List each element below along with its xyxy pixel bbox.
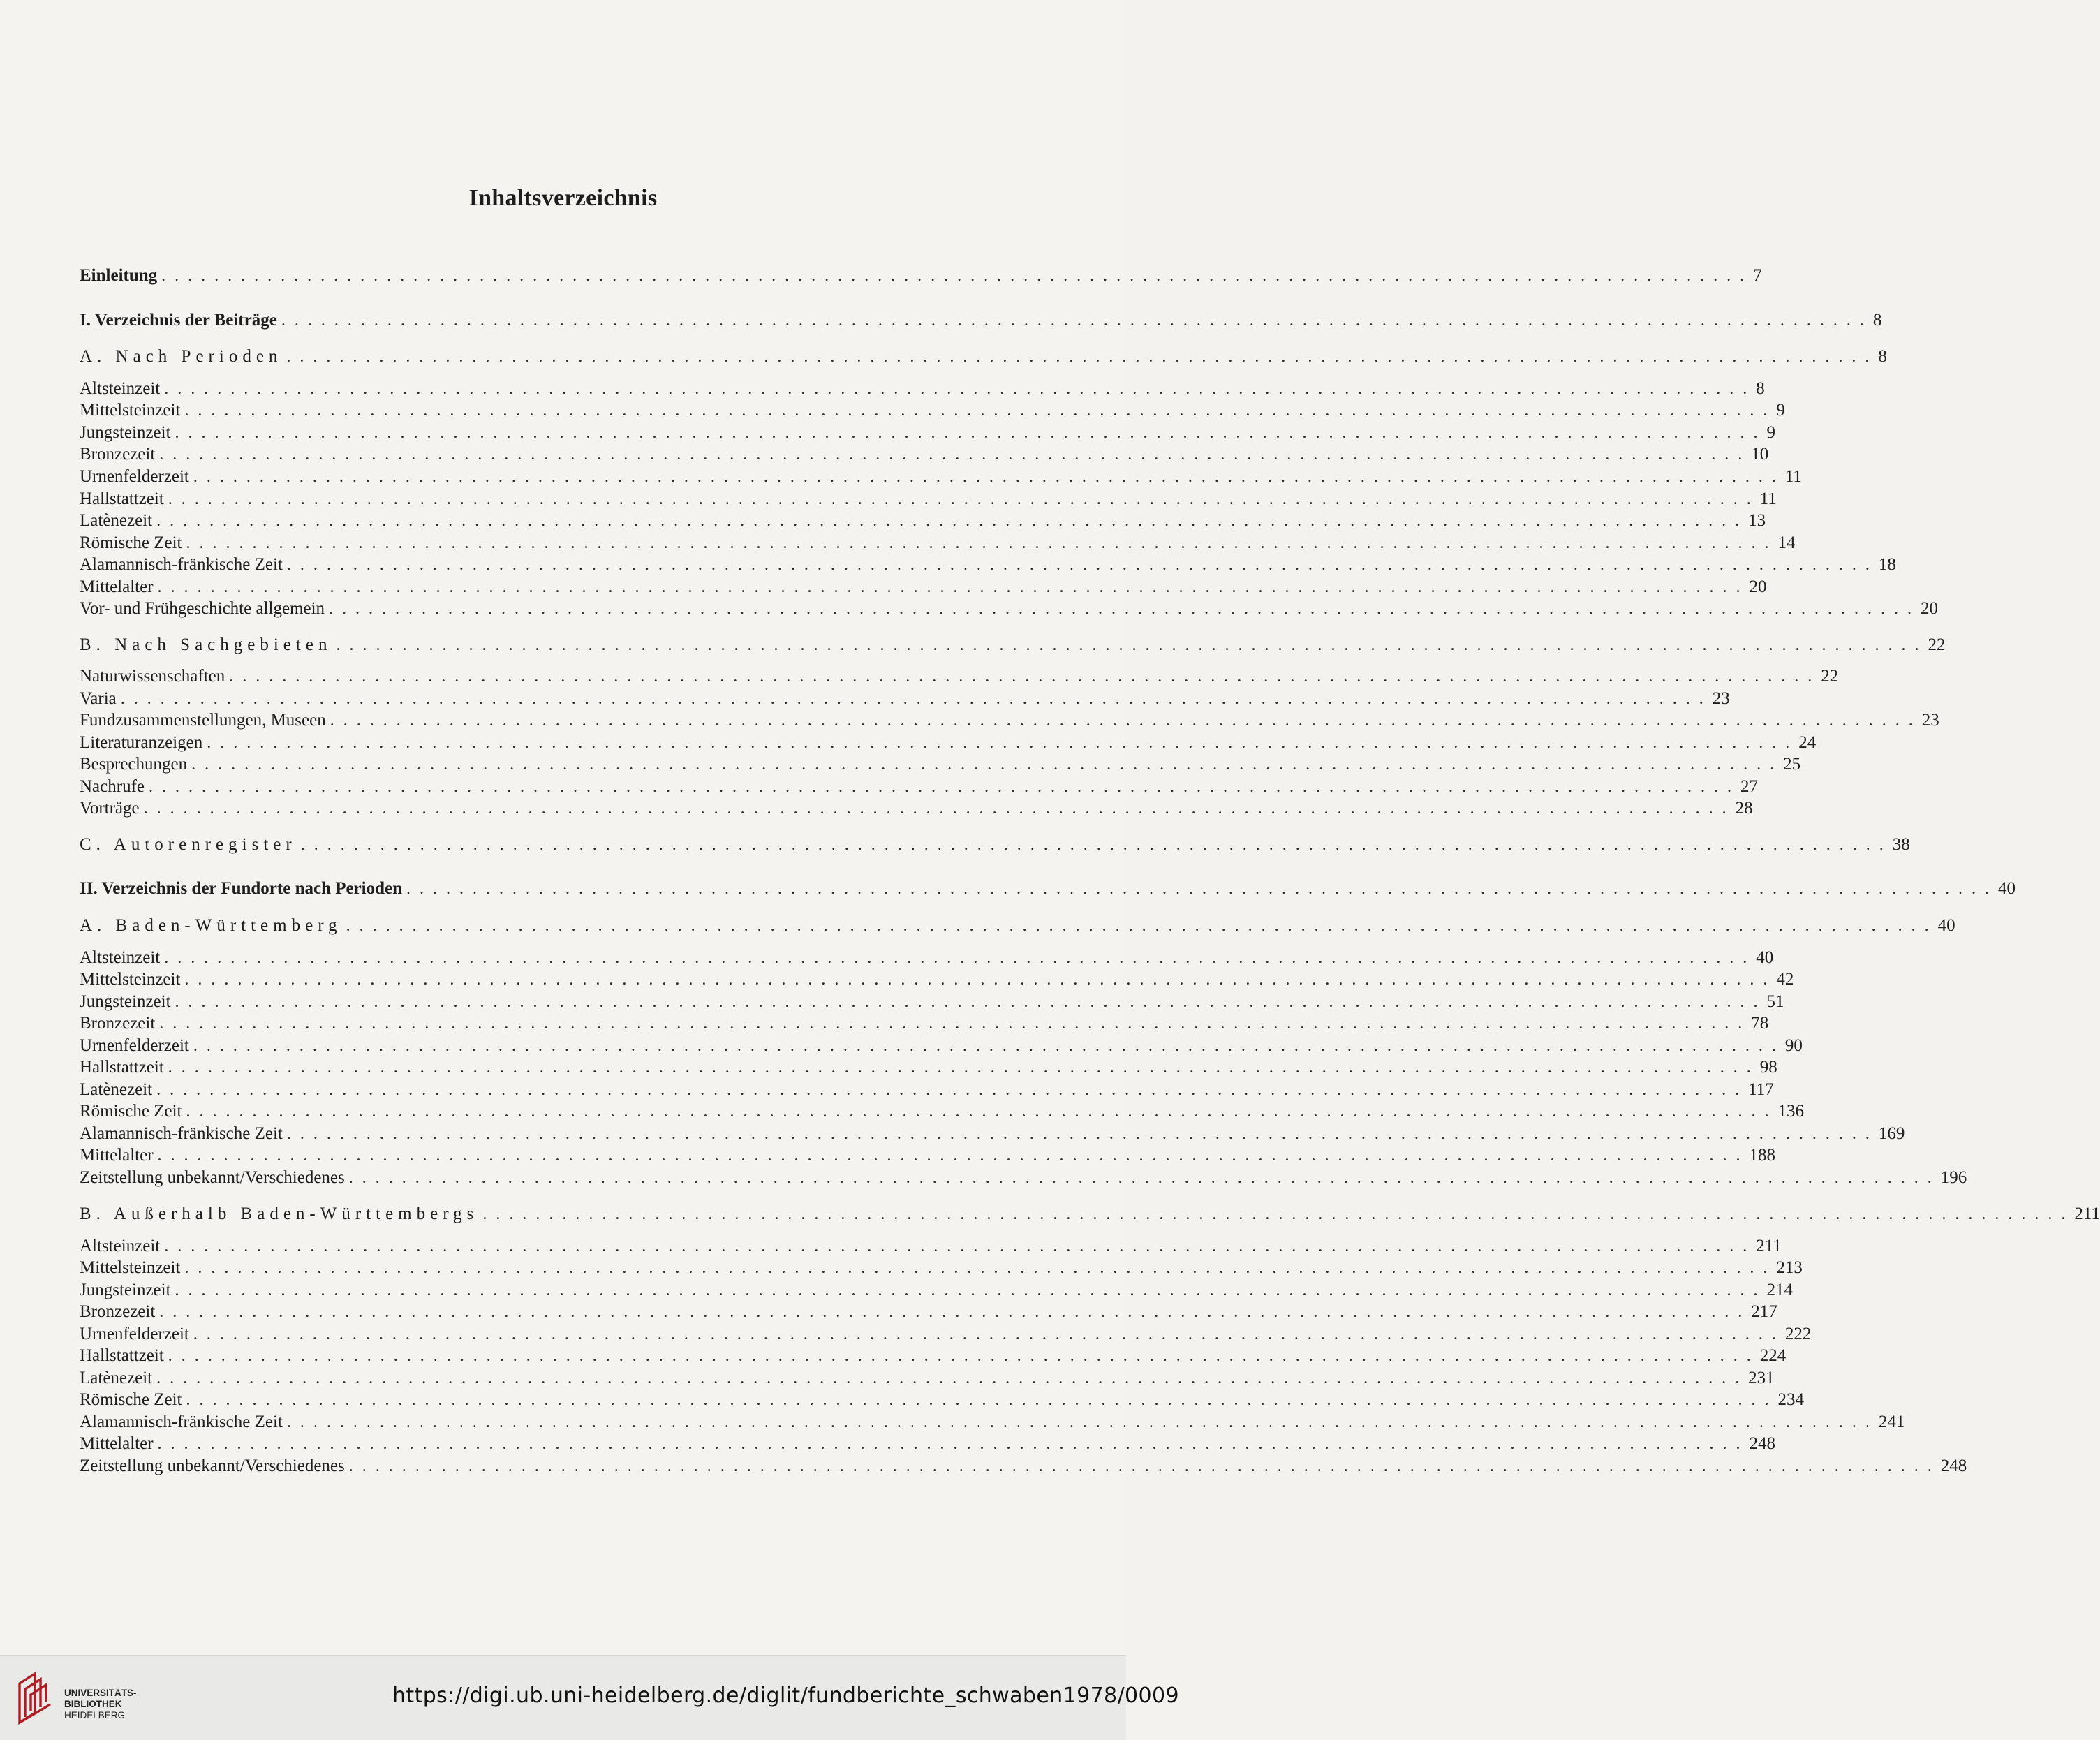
dot-leader: ........................................................................................................................ (156, 1081, 1749, 1099)
toc-entry-label: Urnenfelderzeit (80, 467, 189, 486)
toc-entry-label: Bronzezeit (80, 1302, 156, 1321)
toc-entry-label: Besprechungen (80, 755, 188, 774)
toc-entry (80, 487, 1777, 510)
toc-entry-page: 7 (1753, 266, 1762, 285)
toc-entry-page: 248 (1749, 1434, 1776, 1453)
toc-entry-page: 234 (1777, 1390, 1804, 1409)
toc-entry (80, 1078, 1774, 1100)
toc-entry-page: 40 (1998, 879, 2016, 898)
dot-leader: ........................................................................................................................ (281, 311, 1873, 330)
toc-entry-page: 23 (1712, 689, 1730, 708)
toc-entry-page: 214 (1766, 1281, 1794, 1299)
dot-leader: ........................................................................................................................ (175, 424, 1767, 442)
toc-entry-label: Nachrufe (80, 777, 145, 796)
dot-leader: ........................................................................................................................ (175, 1281, 1767, 1299)
toc-entry (80, 1100, 1804, 1122)
toc-entry-label: Urnenfelderzeit (80, 1036, 189, 1055)
dot-leader: ........................................................................................................................ (168, 1059, 1760, 1077)
dot-leader: ........................................................................................................................ (164, 1237, 1757, 1255)
dot-leader: ........................................................................................................................ (286, 348, 1879, 366)
toc-entry (80, 443, 1769, 465)
toc-entry (80, 399, 1785, 421)
dot-leader: ........................................................................................................................ (184, 971, 1777, 989)
toc-entry (80, 1454, 1967, 1477)
toc-entry-label: Altsteinzeit (80, 379, 161, 398)
dot-leader: ........................................................................................................................ (159, 1015, 1752, 1033)
toc-entry-page: 241 (1878, 1413, 1905, 1431)
library-name-line: UNIVERSITÄTS- (64, 1688, 137, 1698)
dot-leader: ........................................................................................................................ (193, 1325, 1785, 1343)
toc-entry (80, 1432, 1776, 1454)
toc-entry-label: Mittelsteinzeit (80, 401, 181, 420)
toc-entry-page: 9 (1766, 423, 1776, 442)
toc-entry (80, 264, 1762, 286)
toc-entry-page: 211 (1756, 1237, 1782, 1255)
toc-entry-page: 117 (1748, 1080, 1774, 1099)
toc-entry (80, 1144, 1776, 1166)
toc-entry (80, 1056, 1777, 1078)
toc-entry-page: 22 (1821, 667, 1839, 686)
dot-leader: ........................................................................................................................ (157, 578, 1750, 596)
dot-leader: ........................................................................................................................ (157, 1147, 1750, 1165)
toc-entry-page: 38 (1892, 835, 1910, 854)
toc-entry-label: I. Verzeichnis der Beiträge (80, 311, 277, 330)
toc-entry-page: 98 (1759, 1058, 1777, 1077)
toc-entry-label: Römische Zeit (80, 533, 182, 552)
dot-leader: ........................................................................................................................ (482, 1205, 2075, 1223)
toc-entry (80, 597, 1939, 619)
toc-entry (80, 1344, 1787, 1366)
dot-leader: ........................................................................................................................ (336, 636, 1928, 654)
dot-leader: ........................................................................................................................ (161, 267, 1754, 285)
toc-entry-label: Altsteinzeit (80, 1237, 161, 1255)
toc-entry-label: Altsteinzeit (80, 948, 161, 967)
dot-leader: ........................................................................................................................ (120, 690, 1713, 708)
dot-leader: ........................................................................................................................ (184, 401, 1777, 420)
dot-leader: ........................................................................................................................ (286, 1413, 1879, 1431)
toc-entry (80, 797, 1753, 819)
dot-leader: ........................................................................................................................ (186, 1391, 1778, 1409)
toc-entry (80, 633, 1946, 656)
toc-entry-label: Alamannisch-fränkische Zeit (80, 1413, 283, 1431)
toc-entry-page: 8 (1878, 347, 1887, 366)
dot-leader: ........................................................................................................................ (193, 468, 1785, 486)
toc-entry (80, 377, 1765, 399)
toc-entry (80, 1388, 1804, 1410)
toc-entry (80, 709, 1939, 731)
toc-entry (80, 968, 1794, 990)
toc-entry-page: 22 (1928, 635, 1946, 654)
toc-entry-page: 78 (1751, 1014, 1769, 1033)
toc-entry-page: 8 (1872, 311, 1882, 330)
toc-entry-label: Naturwissenschaften (80, 667, 225, 686)
toc-entry-page: 90 (1784, 1036, 1803, 1055)
toc-entry-label: Mittelalter (80, 577, 154, 596)
toc-entry-label: Alamannisch-fränkische Zeit (80, 1124, 283, 1143)
toc-entry-page: 14 (1777, 533, 1796, 552)
toc-entry-page: 222 (1784, 1325, 1812, 1343)
toc-entry-label: Varia (80, 689, 117, 708)
toc-entry-page: 25 (1783, 755, 1801, 774)
toc-entry-label: A. Baden-Württemberg (80, 916, 342, 935)
toc-entry-label: A. Nach Perioden (80, 347, 283, 366)
dot-leader: ........................................................................................................................ (156, 512, 1749, 530)
library-name-line: HEIDELBERG (64, 1710, 126, 1720)
dot-leader: ........................................................................................................................ (300, 836, 1893, 854)
dot-leader: ........................................................................................................................ (156, 1369, 1749, 1387)
toc-entry (80, 421, 1776, 443)
dot-leader: ........................................................................................................................ (348, 1169, 1941, 1187)
toc-entry (80, 345, 1887, 367)
toc-entry-label: Mittelsteinzeit (80, 1258, 181, 1277)
toc-entry (80, 1034, 1803, 1056)
dot-leader: ........................................................................................................................ (286, 556, 1879, 574)
toc-entry (80, 990, 1784, 1012)
library-name-line: BIBLIOTHEK (64, 1699, 122, 1709)
dot-leader: ........................................................................................................................ (164, 949, 1757, 967)
source-url-link[interactable]: https://digi.ub.uni-heidelberg.de/diglit/fundberichte_schwaben1978/0009 (392, 1683, 1180, 1708)
dot-leader: ........................................................................................................................ (348, 1457, 1941, 1475)
toc-entry (80, 877, 2016, 899)
toc-entry (80, 1122, 1905, 1144)
toc-entry-label: Mittelsteinzeit (80, 970, 181, 989)
toc-entry-page: 8 (1756, 379, 1765, 398)
toc-entry-page: 10 (1751, 445, 1769, 464)
toc-entry-label: II. Verzeichnis der Fundorte nach Perioden (80, 879, 403, 898)
page-title: Inhaltsverzeichnis (468, 185, 658, 211)
toc-entry-page: 23 (1921, 711, 1939, 730)
toc-entry (80, 833, 1910, 855)
dot-leader: ........................................................................................................................ (168, 1347, 1760, 1365)
toc-entry-label: Zeitstellung unbekannt/Verschiedenes (80, 1457, 345, 1475)
toc-entry-page: 9 (1776, 401, 1785, 420)
toc-entry-label: Latènezeit (80, 511, 153, 530)
toc-entry (80, 1234, 1782, 1257)
dot-leader: ........................................................................................................................ (159, 445, 1752, 464)
toc-entry-page: 224 (1759, 1346, 1787, 1365)
toc-entry-label: Hallstattzeit (80, 1058, 164, 1077)
toc-entry-page: 169 (1878, 1124, 1905, 1143)
toc-entry-page: 40 (1937, 916, 1955, 935)
toc-entry (80, 1322, 1812, 1345)
toc-entry (80, 1202, 2100, 1225)
toc-entry-page: 188 (1749, 1146, 1776, 1165)
toc-entry-label: Bronzezeit (80, 1014, 156, 1033)
dot-leader: ........................................................................................................................ (330, 712, 1922, 730)
toc-entry-label: Jungsteinzeit (80, 992, 171, 1011)
dot-leader: ........................................................................................................................ (229, 668, 1821, 686)
toc-entry-page: 13 (1748, 511, 1766, 530)
toc-entry-page: 217 (1751, 1302, 1777, 1321)
toc-entry (80, 665, 1839, 687)
toc-entry-page: 196 (1940, 1168, 1967, 1187)
toc-entry-label: B. Außerhalb Baden-Württembergs (80, 1204, 479, 1223)
toc-entry-label: Vorträge (80, 799, 140, 818)
toc-entry (80, 946, 1774, 968)
dot-leader: ........................................................................................................................ (149, 778, 1740, 796)
toc-entry (80, 1166, 1967, 1188)
dot-leader: ........................................................................................................................ (207, 734, 1799, 752)
toc-entry-label: Mittelalter (80, 1434, 154, 1453)
toc-entry-page: 20 (1921, 599, 1939, 618)
library-name (64, 1688, 137, 1721)
toc-entry (80, 1256, 1803, 1278)
toc-entry-page: 213 (1776, 1258, 1803, 1277)
toc-entry-page: 27 (1740, 777, 1758, 796)
toc-entry (80, 465, 1802, 487)
toc-entry (80, 1410, 1905, 1433)
dot-leader: ........................................................................................................................ (346, 917, 1938, 935)
toc-entry-label: Jungsteinzeit (80, 1281, 171, 1299)
toc-entry-page: 18 (1878, 555, 1896, 574)
toc-entry-label: C. Autorenregister (80, 835, 297, 854)
university-library-logo-icon (14, 1668, 57, 1727)
toc-entry-label: Alamannisch-fränkische Zeit (80, 555, 283, 574)
dot-leader: ........................................................................................................................ (186, 1103, 1778, 1121)
toc-entry (80, 531, 1796, 554)
toc-entry-label: Einleitung (80, 266, 158, 285)
dot-leader: ........................................................................................................................ (143, 799, 1736, 818)
toc-entry-label: Literaturanzeigen (80, 733, 203, 752)
toc-entry-page: 24 (1798, 733, 1817, 752)
toc-entry-page: 211 (2074, 1204, 2100, 1223)
toc-entry-page: 51 (1766, 992, 1784, 1011)
toc-entry-label: Hallstattzeit (80, 489, 164, 508)
toc-entry (80, 553, 1896, 575)
toc-entry-label: Mittelalter (80, 1146, 154, 1165)
toc-entry (80, 509, 1766, 531)
toc-entry-label: Urnenfelderzeit (80, 1325, 189, 1343)
dot-leader: ........................................................................................................................ (157, 1435, 1750, 1453)
toc-entry (80, 309, 1882, 331)
dot-leader: ........................................................................................................................ (329, 600, 1921, 618)
dot-leader: ........................................................................................................................ (191, 755, 1784, 774)
toc-entry (80, 575, 1767, 598)
toc-entry (80, 1012, 1769, 1034)
toc-entry-page: 231 (1748, 1369, 1775, 1387)
dot-leader: ........................................................................................................................ (286, 1125, 1879, 1143)
toc-entry-label: Hallstattzeit (80, 1346, 164, 1365)
toc-entry (80, 1300, 1777, 1322)
footer-bar (0, 1655, 1180, 1740)
toc-entry-label: Latènezeit (80, 1080, 153, 1099)
toc-entry (80, 687, 1730, 709)
toc-entry-page: 11 (1759, 489, 1777, 508)
toc-entry-label: Römische Zeit (80, 1390, 182, 1409)
toc-entry (80, 775, 1758, 797)
dot-leader: ........................................................................................................................ (193, 1037, 1785, 1055)
toc-entry-label: Vor- und Frühgeschichte allgemein (80, 599, 325, 618)
toc-entry-label: Zeitstellung unbekannt/Verschiedenes (80, 1168, 345, 1187)
toc-entry-label: Fundzusammenstellungen, Museen (80, 711, 326, 730)
dot-leader: ........................................................................................................................ (184, 1259, 1777, 1277)
toc-entry (80, 1366, 1775, 1389)
toc-entry-page: 20 (1749, 577, 1767, 596)
toc-entry (80, 914, 1955, 936)
dot-leader: ........................................................................................................................ (159, 1303, 1752, 1321)
toc-entry (80, 1278, 1794, 1301)
toc-entry-page: 40 (1756, 948, 1774, 967)
toc-entry-page: 11 (1784, 467, 1802, 486)
dot-leader: ........................................................................................................................ (175, 993, 1767, 1011)
dot-leader: ........................................................................................................................ (164, 380, 1757, 398)
toc-entry-page: 42 (1776, 970, 1794, 989)
toc-entry-page: 136 (1777, 1102, 1804, 1121)
toc-entry (80, 731, 1817, 753)
toc-entry-label: Latènezeit (80, 1369, 153, 1387)
toc-entry-label: Römische Zeit (80, 1102, 182, 1121)
dot-leader: ........................................................................................................................ (186, 534, 1778, 552)
toc-entry-label: Jungsteinzeit (80, 423, 171, 442)
toc-entry-page: 248 (1940, 1457, 1967, 1475)
toc-entry-label: Bronzezeit (80, 445, 156, 464)
toc-entry (80, 753, 1801, 775)
toc-entry-page: 28 (1735, 799, 1753, 818)
toc-entry-label: B. Nach Sachgebieten (80, 635, 332, 654)
dot-leader: ........................................................................................................................ (168, 490, 1760, 508)
dot-leader: ........................................................................................................................ (406, 880, 1999, 898)
